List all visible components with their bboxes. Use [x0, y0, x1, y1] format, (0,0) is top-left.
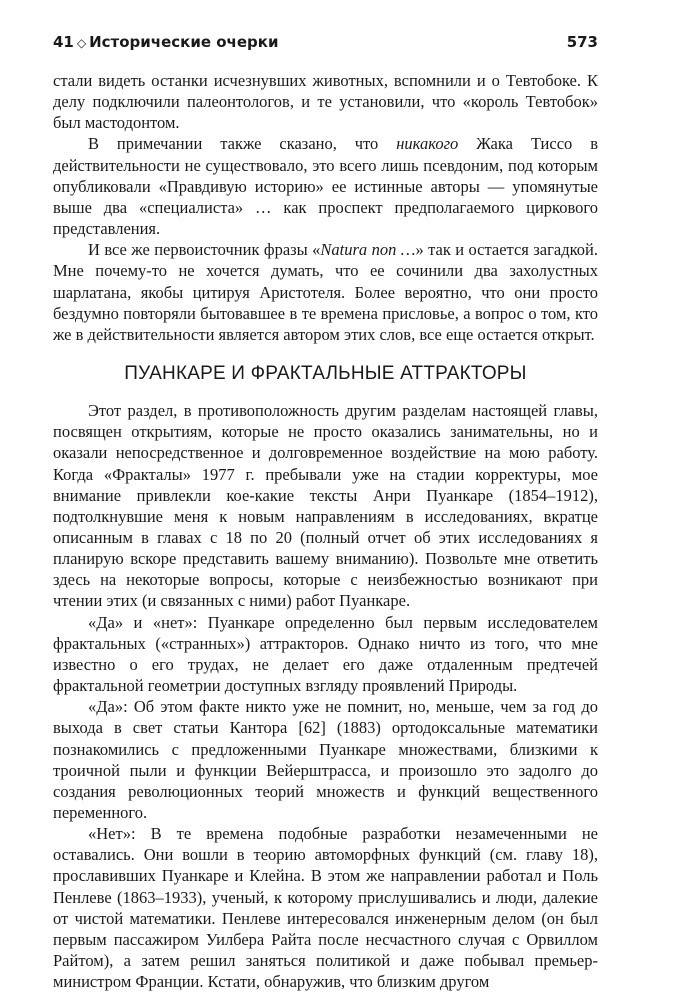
body-text: [53, 70, 598, 992]
chapter-title: Исторические очерки: [89, 33, 279, 51]
chapter-heading: [53, 33, 278, 51]
paragraph: В примечании также сказано, что никакого Жака Тиссо в действительности не существовало, это всего лишь псевдоним, под которым опубликовали «Правдивую историю» ее истинные авторы — упомянутые выше два «специалиста» … как проспект предполагаемого циркового представления.: [53, 134, 598, 239]
section-title: ПУАНКАРЕ И ФРАКТАЛЬНЫЕ АТТРАКТОРЫ: [124, 363, 527, 385]
paragraph: Этот раздел, в противоположность другим разделам настоящей главы, посвящен открытиям, которые не просто оказались занимательны, но и оказали непосредственное и долговременное воздействие на мою работу. Когда «Фракталы» 1977 г. пребывали уже на стадии корректуры, мое внимание привлекли кое-какие тексты Анри Пуанкаре (1854–1912), подтолкнувшие меня к новым направлениям в исследованиях, вкратце описанным в главах с 18 по 20 (полный отчет об этих исследованиях я планирую вскоре представить вашему вниманию). Позвольте мне ответить здесь на некоторые вопросы, которые с неизбежностью возникают при чтении этих (и связанных с ними) работ Пуанкаре.: [53, 401, 598, 611]
running-head: [53, 33, 598, 55]
page-number: 573: [566, 33, 598, 51]
paragraph: «Нет»: В те времена подобные разработки незамеченными не оставались. Они вошли в теорию автоморфных функций (см. главу 18), прославивших Пуанкаре и Клейна. В этом же направлении работал и Поль Пенлеве (1863–1933), ученый, к которому прислушивались и люди, далекие от чистой математики. Пенлеве интересовался инженерным делом (он был первым пассажиром Уилбера Райта после несчастного случая с Орвиллом Райтом), а затем решил заняться политикой и даже побывал премьер-министром Франции. Кстати, обнаружив, что близким другом: [53, 824, 598, 992]
diamond-icon: ◇: [76, 36, 87, 50]
paragraph: И все же первоисточник фразы «Natura non …» так и остается загадкой. Мне почему-то не хочется думать, что ее сочинили два захолустных шарлатана, якобы цитируя Аристотеля. Более вероятно, что они просто бездумно повторяли бытовавшее в те времена присловье, а вопрос о том, кто же в действительности является автором этих слов, все еще остается открыт.: [53, 240, 598, 344]
paragraph: «Да» и «нет»: Пуанкаре определенно был первым исследователем фрактальных («странных») аттракторов. Однако ничто из того, что мне известно о его трудах, не делает его даже отдаленным предтечей фрактальной геометрии доступных взгляду проявлений Природы.: [53, 612, 598, 696]
paragraph: стали видеть останки исчезнувших животных, вспомнили и о Тевтобоке. К делу подключили палеонтологов, и те установили, что «король Тевтобок» был мастодонтом.: [53, 71, 598, 133]
chapter-number: 41: [53, 33, 74, 51]
paragraph: «Да»: Об этом факте никто уже не помнит, но, меньше, чем за год до выхода в свет статьи Кантора [62] (1883) ортодоксальные математики познакомились с предложенными Пуанкаре множествами, близкими к троичной пыли и функции Вейерштрасса, и произошло это задолго до создания революционных теорий множеств и функций вещественного переменного.: [53, 697, 598, 822]
